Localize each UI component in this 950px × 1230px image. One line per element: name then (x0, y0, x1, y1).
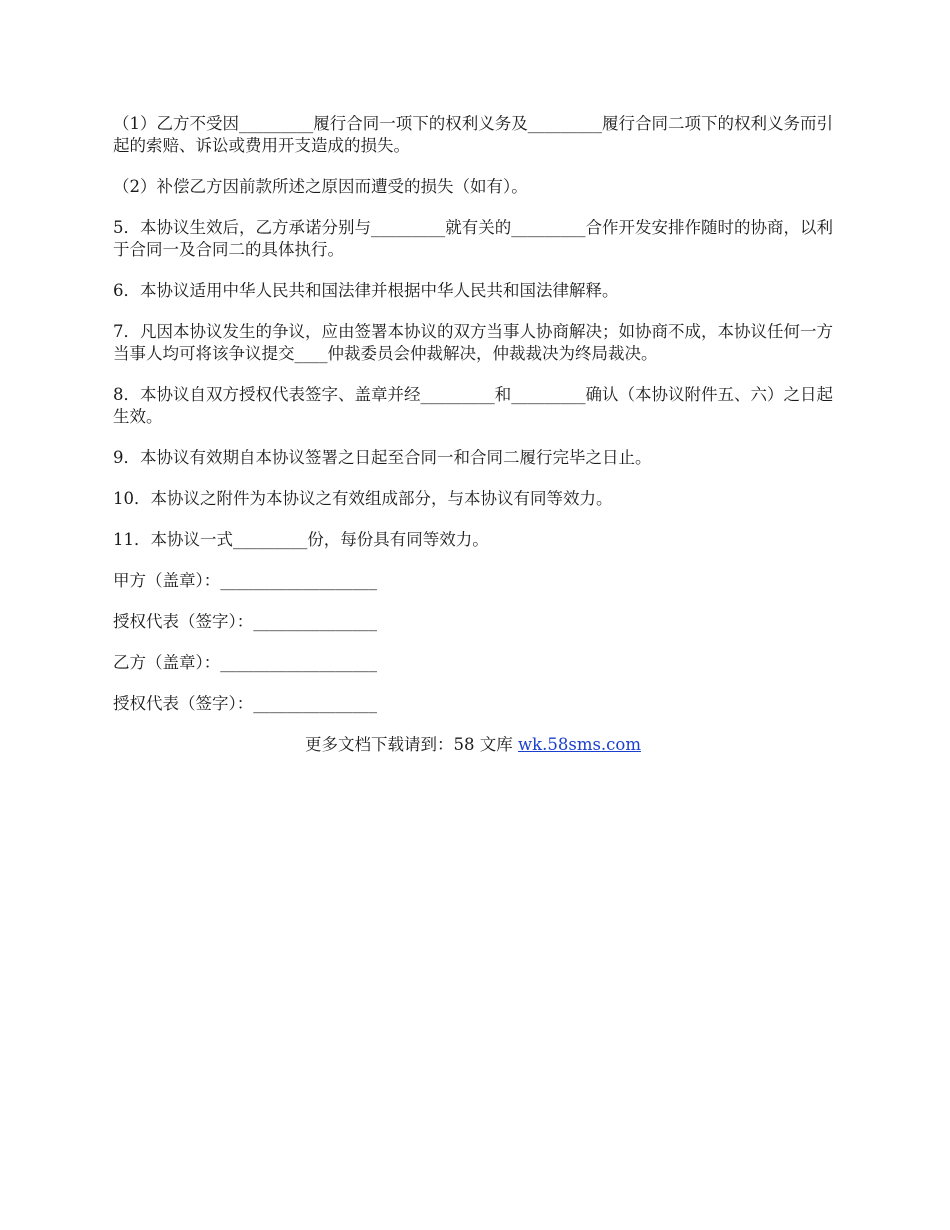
footer-link[interactable]: wk.58sms.com (517, 735, 641, 754)
paragraph-clause-10: 10．本协议之附件为本协议之有效组成部分，与本协议有同等效力。 (113, 489, 613, 508)
paragraph-clause-8: 8．本协议自双方授权代表签字、盖章并经_________和_________确认（本协议附件五、六）之日起生效。 (113, 385, 833, 426)
footer-prefix: 更多文档下载请到：58 文库 (304, 735, 518, 754)
paragraph-1-clause: （1）乙方不受因_________履行合同一项下的权利义务及_________履行合同二项下的权利义务而引起的索赔、诉讼或费用开支造成的损失。 (113, 114, 833, 155)
signature-party-a-representative: 授权代表（签字）：_______________ (113, 612, 377, 631)
document-page (113, 113, 833, 756)
footer-download-note (113, 734, 833, 756)
signature-party-a-seal: 甲方（盖章）：___________________ (113, 571, 377, 590)
paragraph-clause-9: 9．本协议有效期自本协议签署之日起至合同一和合同二履行完毕之日止。 (113, 448, 652, 467)
paragraph-clause-6: 6．本协议适用中华人民共和国法律并根据中华人民共和国法律解释。 (113, 281, 619, 300)
paragraph-2-clause: （2）补偿乙方因前款所述之原因而遭受的损失（如有）。 (113, 177, 528, 196)
paragraph-clause-11: 11．本协议一式_________份，每份具有同等效力。 (113, 530, 489, 549)
signature-party-b-seal: 乙方（盖章）：___________________ (113, 653, 377, 672)
paragraph-clause-5: 5．本协议生效后，乙方承诺分别与_________就有关的_________合作开发安排作随时的协商，以利于合同一及合同二的具体执行。 (113, 218, 833, 259)
signature-party-b-representative: 授权代表（签字）：_______________ (113, 694, 377, 713)
paragraph-clause-7: 7．凡因本协议发生的争议，应由签署本协议的双方当事人协商解决；如协商不成，本协议任何一方当事人均可将该争议提交____仲裁委员会仲裁解决，仲裁裁决为终局裁决。 (113, 322, 833, 363)
